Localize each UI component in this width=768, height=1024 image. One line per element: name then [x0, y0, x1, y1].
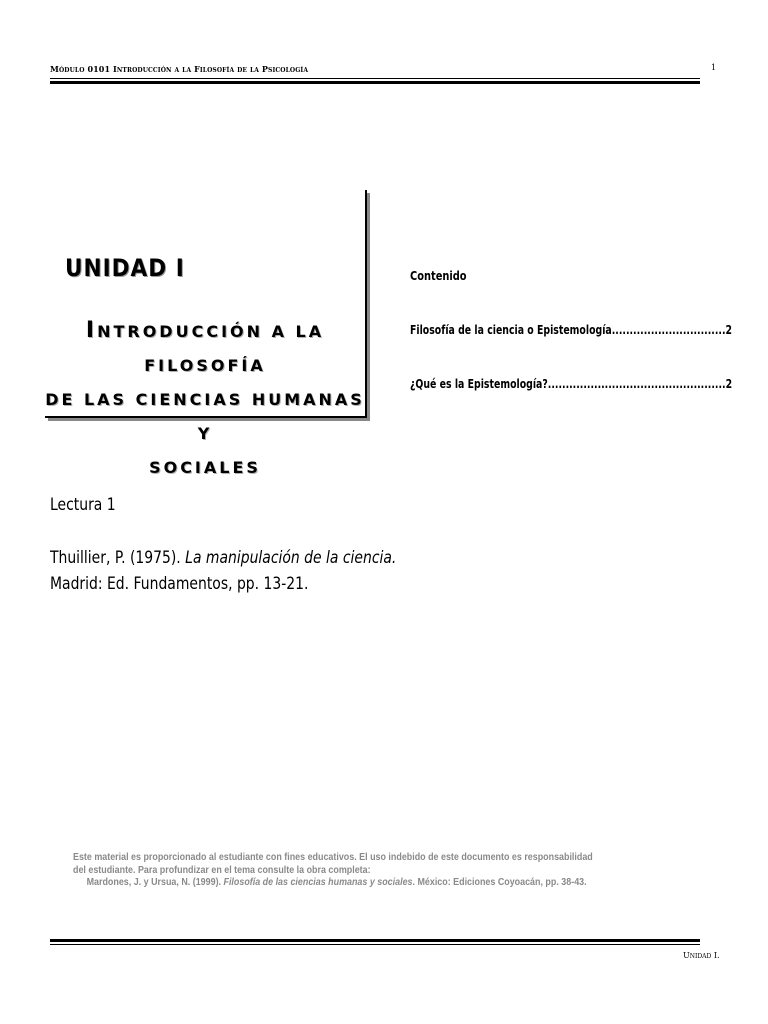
reading-citation: [50, 545, 396, 597]
citation-line1: [50, 545, 396, 571]
disclaimer-reference: [73, 876, 593, 889]
toc-heading: Contenido: [410, 269, 467, 283]
unit-title-box: [45, 190, 367, 477]
footer-rule-thin: [50, 944, 700, 945]
unit-subtitle-line1-text: NTRODUCCIÓN A LA FILOSOFÍA: [97, 322, 325, 375]
reading-label: Lectura 1: [50, 495, 116, 515]
reference-work: Filosofía de las ciencias humanas y sociales: [223, 876, 413, 888]
footer-label: Unidad I.: [683, 951, 720, 960]
reference-author: Mardones, J. y Ursua, N. (1999).: [86, 876, 224, 888]
citation-work: La manipulación de la ciencia.: [185, 548, 397, 568]
unit-title: UNIDAD I: [65, 254, 185, 282]
unit-subtitle-initial: I: [85, 318, 98, 343]
unit-subtitle-line2: DE LAS CIENCIAS HUMANAS Y: [45, 390, 365, 443]
page-number: 1: [711, 63, 717, 72]
unit-subtitle-line3: SOCIALES: [149, 458, 261, 477]
header-rule-thin: [50, 78, 700, 79]
disclaimer-line2: del estudiante. Para profundizar en el tema consulte la obra completa:: [73, 863, 371, 876]
unit-subtitle: [45, 314, 365, 485]
disclaimer: [73, 851, 593, 889]
toc-item[interactable]: Filosofía de la ciencia o Epistemología................................2: [410, 323, 733, 337]
disclaimer-line1: Este material es proporcionado al estudiante con fines educativos. El uso indebido de este documento es responsabilidad: [73, 851, 593, 863]
header-title: Módulo 0101 Introducción a la Filosofía de la Psicología: [50, 64, 309, 74]
unit-subtitle-line1: [45, 314, 365, 383]
footer-rule-thick: [50, 939, 700, 942]
reference-publisher: . México: Ediciones Coyoacán, pp. 38-43.: [412, 876, 587, 888]
toc-item[interactable]: ¿Qué es la Epistemología?..................................................2: [410, 377, 733, 391]
header-rule-thick: [50, 81, 700, 84]
citation-publisher: Madrid: Ed. Fundamentos, pp. 13-21.: [50, 574, 309, 594]
citation-author: Thuillier, P. (1975).: [50, 548, 186, 568]
